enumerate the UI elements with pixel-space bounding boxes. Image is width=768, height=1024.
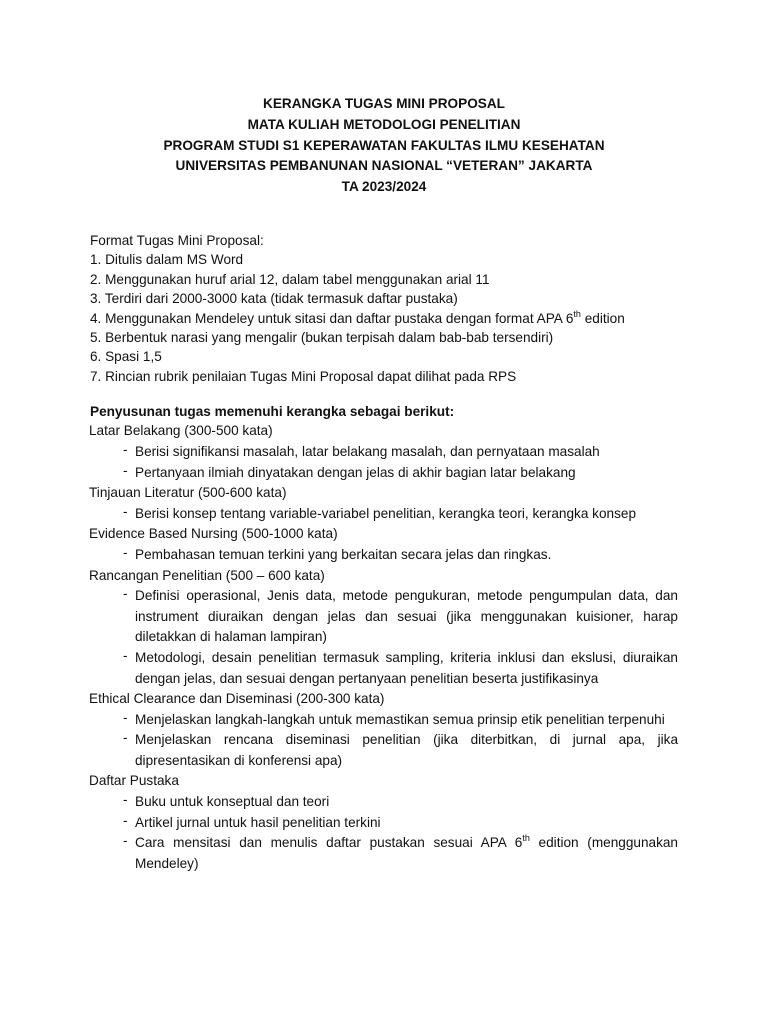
format-item: [90, 309, 678, 328]
superscript: th: [522, 833, 530, 844]
bullet-text-post: edition (menggunakan Mendeley): [135, 835, 678, 871]
bullet-text: Pembahasan temuan terkini yang berkaitan secara jelas dan ringkas.: [135, 546, 552, 562]
format-item: 2. Menggunakan huruf arial 12, dalam tabel menggunakan arial 11: [90, 271, 490, 287]
format-item-tail: edition: [580, 310, 625, 326]
bullet-item: [90, 545, 678, 566]
superscript: th: [573, 308, 581, 319]
section-title: Tinjauan Literatur (500-600 kata): [89, 485, 287, 501]
dash-marker: -: [123, 586, 128, 602]
bullet-text: Menjelaskan langkah-langkah untuk memastikan semua prinsip etik penelitian terpenuhi: [135, 711, 665, 727]
dash-marker: -: [123, 441, 128, 457]
bullet-text: Menjelaskan rencana diseminasi penelitian (jika diterbitkan, di jurnal apa, jika dipresentasikan di konferensi apa): [135, 732, 678, 768]
dash-marker: -: [123, 709, 128, 725]
format-item-text: 4. Menggunakan Mendeley untuk sitasi dan daftar pustaka dengan format APA 6: [90, 310, 574, 326]
dash-marker: -: [123, 833, 128, 849]
bullet-text: Berisi konsep tentang variable-variabel penelitian, kerangka teori, kerangka konsep: [135, 505, 637, 521]
bullet-item: [90, 710, 678, 731]
format-item: 1. Ditulis dalam MS Word: [90, 252, 244, 268]
bullet-item: [90, 442, 678, 463]
bullet-text: Buku untuk konseptual dan teori: [135, 794, 330, 810]
bullet-text: Berisi signifikansi masalah, latar belakang masalah, dan pernyataan masalah: [135, 443, 600, 459]
format-item: 5. Berbentuk narasi yang mengalir (bukan terpisah dalam bab-bab tersendiri): [90, 329, 554, 345]
dash-marker: -: [123, 812, 128, 828]
section-title: Rancangan Penelitian (500 – 600 kata): [89, 567, 325, 583]
bullet-text: Metodologi, desain penelitian termasuk sampling, kriteria inklusi dan ekslusi, diuraikan dengan jelas, dan sesuai dengan pertanyaan penelitian beserta justifikasinya: [135, 649, 678, 686]
bullet-item: [90, 813, 678, 834]
dash-marker: -: [123, 730, 128, 746]
bullet-text: Pertanyaan ilmiah dinyatakan dengan jelas di akhir bagian latar belakang: [135, 464, 576, 480]
dash-marker: -: [123, 792, 128, 808]
title-line: PROGRAM STUDI S1 KEPERAWATAN FAKULTAS ILMU KESEHATAN: [163, 137, 605, 153]
structure-section: [90, 402, 678, 874]
title-line: KERANGKA TUGAS MINI PROPOSAL: [263, 96, 505, 111]
bullet-item: [90, 730, 678, 771]
format-item: 6. Spasi 1,5: [90, 349, 162, 365]
bullet-text-pre: Cara mensitasi dan menulis daftar pustakan sesuai APA 6: [135, 835, 523, 851]
document-title: [0, 94, 768, 198]
bullet-item: [90, 792, 678, 813]
title-line: TA 2023/2024: [341, 179, 427, 195]
dash-marker: -: [123, 647, 128, 663]
title-line: UNIVERSITAS PEMBANUNAN NASIONAL “VETERAN” JAKARTA: [175, 158, 593, 174]
section-title: Evidence Based Nursing (500-1000 kata): [89, 526, 338, 542]
format-item: 3. Terdiri dari 2000-3000 kata (tidak termasuk daftar pustaka): [90, 291, 458, 307]
bullet-item: [90, 648, 678, 689]
format-item: 7. Rincian rubrik penilaian Tugas Mini Proposal dapat dilihat pada RPS: [90, 368, 517, 384]
bullet-text: [135, 833, 678, 874]
format-heading: Format Tugas Mini Proposal:: [90, 233, 264, 248]
dash-marker: -: [123, 503, 128, 519]
dash-marker: -: [123, 462, 128, 478]
section-title: Latar Belakang (300-500 kata): [89, 423, 273, 439]
bullet-item: [90, 504, 678, 525]
section-title: Ethical Clearance dan Diseminasi (200-300 kata): [89, 691, 385, 707]
title-line: MATA KULIAH METODOLOGI PENELITIAN: [247, 116, 521, 132]
bullet-text: Artikel jurnal untuk hasil penelitian terkini: [135, 814, 381, 830]
bullet-item: [90, 463, 678, 484]
section-title: Daftar Pustaka: [89, 773, 179, 789]
bullet-item: [90, 833, 678, 874]
bullet-item: [90, 586, 678, 648]
structure-heading: Penyusunan tugas memenuhi kerangka sebagai berikut:: [90, 404, 455, 419]
format-section: [90, 231, 678, 386]
dash-marker: -: [123, 544, 128, 560]
bullet-text: Definisi operasional, Jenis data, metode pengukuran, metode pengumpulan data, dan instrument diuraikan dengan jelas dan sesuai (jika menggunakan kuisioner, harap diletakkan di halaman lampiran): [135, 588, 678, 645]
